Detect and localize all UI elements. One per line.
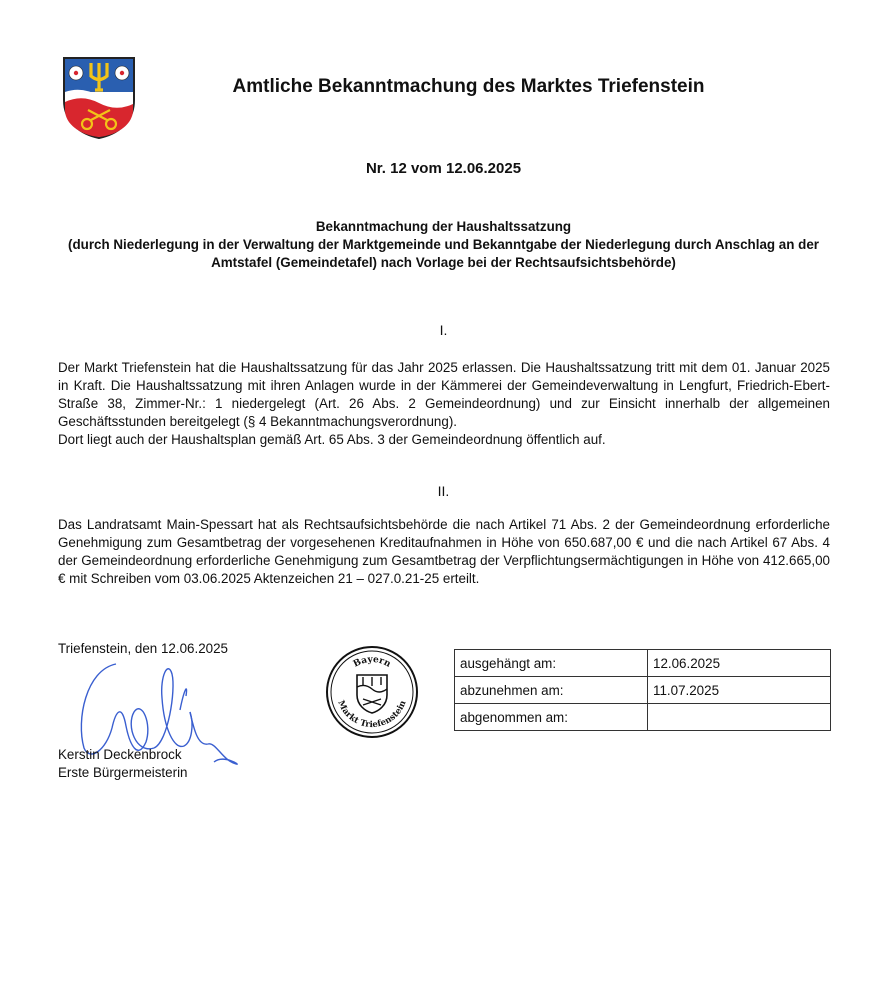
posting-value: 11.07.2025	[648, 677, 831, 704]
posting-value	[648, 704, 831, 731]
posting-label: abgenommen am:	[455, 704, 648, 731]
subject-heading	[58, 218, 829, 272]
signer-block	[58, 746, 188, 782]
subject-line-2: (durch Niederlegung in der Verwaltung der Marktgemeinde und Bekanntgabe der Niederlegung durch Anschlag an der Amtstafel (Gemeindetafel) nach Vorlage bei der Rechtsaufsichtsbehörde)	[68, 237, 819, 270]
section-numeral-2: II.	[437, 483, 450, 499]
section-1-text-2: Dort liegt auch der Haushaltsplan gemäß Art. 65 Abs. 3 der Gemeindeordnung öffentlich auf.	[58, 432, 606, 447]
seal-bottom-text: Markt Triefenstein	[335, 699, 409, 731]
section-2-paragraph	[58, 516, 830, 588]
posting-label: ausgehängt am:	[455, 650, 648, 677]
table-row	[455, 704, 831, 731]
official-seal	[325, 645, 419, 739]
coat-of-arms	[62, 56, 136, 140]
section-2-text: Das Landratsamt Main-Spessart hat als Rechtsaufsichtsbehörde die nach Artikel 71 Abs. 2 der Gemeindeordnung erforderliche Genehmigung zum Gesamtbetrag der vorgesehenen Kreditaufnahmen in Höhe von 650.687,00 € und die nach Artikel 67 Abs. 4 der Gemeindeordnung erforderliche Genehmigung zum Gesamtbetrag der Verpflichtungsermächtigungen in Höhe von 412.665,00 € mit Schreiben vom 03.06.2025 Aktenzeichen 21 – 027.0.21-25 erteilt.	[58, 517, 830, 586]
section-1-text: Der Markt Triefenstein hat die Haushaltssatzung für das Jahr 2025 erlassen. Die Haushaltssatzung tritt mit dem 01. Januar 2025 in Kraft. Die Haushaltssatzung mit ihren Anlagen wurde in der Kämmerei der Gemeindeverwaltung in Lengfurt, Friedrich-Ebert-Straße 38, Zimmer-Nr.: 1 niedergelegt (Art. 26 Abs. 2 Gemeindeordnung) und zur Einsicht innerhalb der allgemeinen Geschäftsstunden bereitgelegt (§ 4 Bekanntmachungsverordnung).	[58, 360, 830, 429]
signer-title: Erste Bürgermeisterin	[58, 765, 188, 780]
place-date: Triefenstein, den 12.06.2025	[58, 641, 228, 656]
section-1-paragraph	[58, 359, 830, 449]
table-row	[455, 677, 831, 704]
posting-label: abzunehmen am:	[455, 677, 648, 704]
posting-value: 12.06.2025	[648, 650, 831, 677]
section-numeral-1: I.	[439, 322, 448, 338]
table-row	[455, 650, 831, 677]
seal-top-text: Bayern	[351, 654, 393, 670]
signer-name: Kerstin Deckenbrock	[58, 747, 182, 762]
page-title: Amtliche Bekanntmachung des Marktes Triefenstein	[232, 76, 705, 97]
subject-line-1: Bekanntmachung der Haushaltssatzung	[315, 219, 572, 234]
announcement-number: Nr. 12 vom 12.06.2025	[365, 160, 522, 177]
posting-table	[454, 649, 831, 731]
